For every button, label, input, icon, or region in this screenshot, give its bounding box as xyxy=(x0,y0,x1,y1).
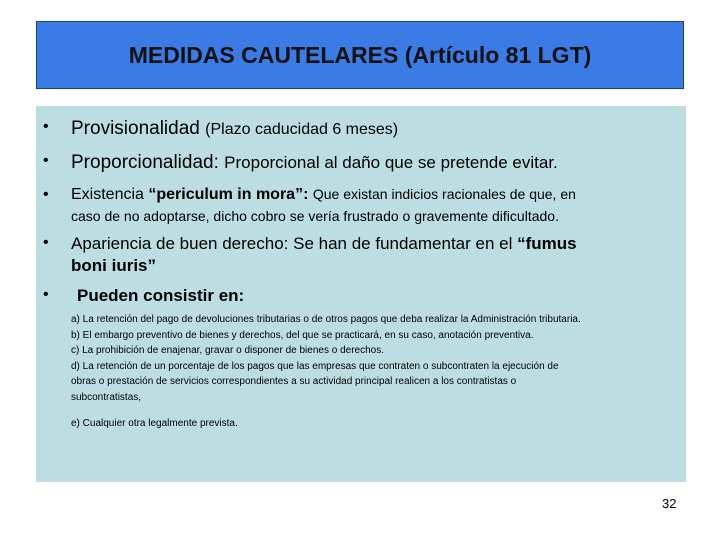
measure-item: e) Cualquier otra legalmente prevista. xyxy=(71,417,238,429)
bullet-detail-text: (Plazo caducidad 6 meses) xyxy=(205,121,399,138)
bullet-marker: • xyxy=(43,118,49,135)
bullet-main-text: Apariencia de buen derecho: Se han de fundamentar en el xyxy=(71,234,513,253)
measure-item: b) El embargo preventivo de bienes y derechos, del que se practicará, en su caso, anotación preventiva. xyxy=(71,329,534,341)
measure-item: c) La prohibición de enajenar, gravar o disponer de bienes o derechos. xyxy=(71,345,384,357)
bullet-main-text: Proporcionalidad: xyxy=(71,152,219,173)
measure-item: obras o prestación de servicios correspondientes a su actividad principal realicen a los contratistas o xyxy=(71,376,517,388)
bullet-marker: • xyxy=(43,286,49,303)
bullet-marker: • xyxy=(43,186,49,203)
bullet-bold-text: “fumus xyxy=(517,234,577,253)
content-panel xyxy=(36,106,686,482)
bullet-main-text: Provisionalidad xyxy=(71,118,200,139)
measure-item: subcontratistas, xyxy=(71,391,142,403)
bullet-continuation-text: caso de no adoptarse, dicho cobro se vería frustrado o gravemente dificultado. xyxy=(71,208,559,224)
slide-title: MEDIDAS CAUTELARES (Artículo 81 LGT) xyxy=(128,41,592,68)
bullet-line2-text: boni iuris” xyxy=(71,256,156,275)
title-banner xyxy=(36,21,684,89)
bullet-marker: • xyxy=(43,234,49,251)
measure-item: d) La retención de un porcentaje de los pagos que las empresas que contraten o subcontraten la ejecución de xyxy=(71,360,559,372)
bullet-detail-text: Proporcional al daño que se pretende evitar. xyxy=(224,153,558,172)
bullet-prefix-text: Existencia xyxy=(71,186,144,203)
page-number: 32 xyxy=(662,496,677,511)
bullet-bold-text: “periculum in mora”: xyxy=(148,186,309,203)
bullet-bold-text: Pueden consistir en: xyxy=(77,286,245,305)
bullet-detail-text: Que existan indicios racionales de que, en xyxy=(312,186,576,202)
spacer xyxy=(71,406,581,416)
measure-item: a) La retención del pago de devoluciones tributarias o de otros pagos que deba realizar la Administración tributaria. xyxy=(71,314,581,325)
bullet-marker: • xyxy=(43,152,49,169)
measures-list xyxy=(71,312,581,431)
